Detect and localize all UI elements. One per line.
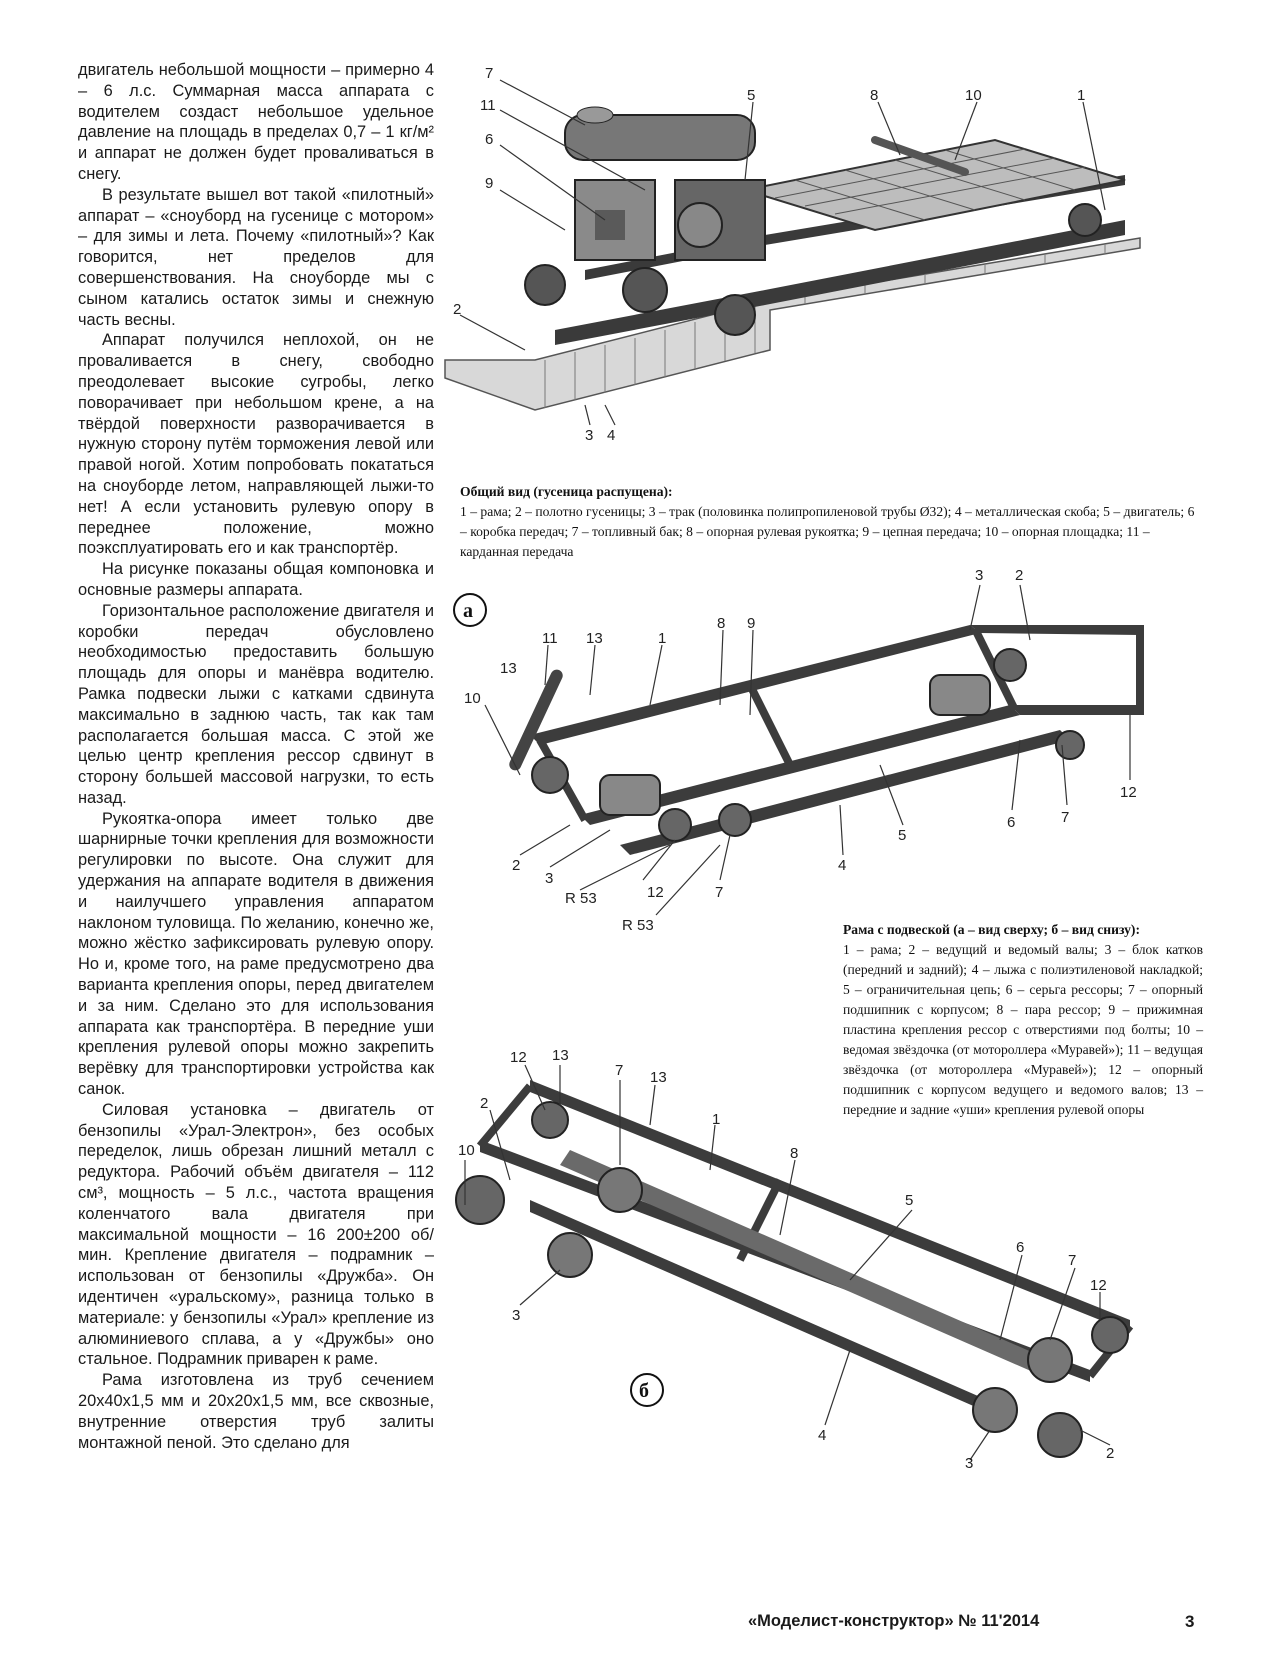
- callout-a-11: 11: [542, 630, 558, 647]
- callout-7: 7: [485, 65, 494, 82]
- callout-a-12b: 12: [647, 884, 664, 901]
- caption-general-view: [460, 482, 1200, 562]
- radius-label: R 53: [565, 890, 597, 907]
- callout-b-3: 3: [512, 1307, 521, 1324]
- callout-b-8: 8: [790, 1145, 799, 1162]
- callout-2: 2: [453, 301, 462, 318]
- journal-footer: «Моделист-конструктор» № 11'2014: [748, 1612, 1040, 1630]
- paragraph: В результате вышел вот такой «пилотный» аппарат – «сноуборд на гусенице с мотором» – для зимы и лета. Почему «пилотный»? Как говорится, нет пределов для совершенствования. На сноуборде мы с сыном катались остаток зимы и снежную часть весны.: [78, 185, 434, 329]
- article-text-column: [78, 60, 434, 1453]
- callout-11: 11: [480, 97, 496, 114]
- callout-4: 4: [607, 427, 616, 444]
- page-number: 3: [1185, 1612, 1195, 1631]
- paragraph: Силовая установка – двигатель от бензопилы «Урал-Электрон», без особых переделок, лишь обрезан лишний металл с редуктора. Рабочий объём двигателя – 112 см³, мощность – 5 л.с., частота вращения коленчатого вала двигателя при максимальной мощности – 16 200±200 об/мин. Крепление двигателя – подрамник – использован от бензопилы «Дружба». Он идентичен «уральскому», разница только в материале: у бензопилы «Урал» крепление из алюминиевого сплава, а у «Дружбы» оно стальное. Подрамник приварен к раме.: [78, 1100, 434, 1369]
- callout-a-2b: 2: [512, 857, 521, 874]
- callout-a-6: 6: [1007, 814, 1016, 831]
- panel-label-b: б: [639, 1380, 649, 1402]
- callout-a-2: 2: [1015, 567, 1024, 584]
- paragraph: двигатель небольшой мощности – примерно 4 – 6 л.с. Суммарная масса аппарата с водителем создаст небольшое удельное давление на площадь в пределах 0,7 – 1 кг/м² и аппарат не должен будет проваливаться в снегу.: [78, 61, 434, 183]
- callout-3: 3: [585, 427, 594, 444]
- callout-b-12: 12: [510, 1049, 527, 1066]
- paragraph: На рисунке показаны общая компоновка и основные размеры аппарата.: [78, 560, 434, 599]
- callout-9: 9: [485, 175, 494, 192]
- callout-b-4: 4: [818, 1427, 827, 1444]
- figure-general-view: [445, 60, 1205, 460]
- callout-a-7b: 7: [715, 884, 724, 901]
- callout-a-7: 7: [1061, 809, 1070, 826]
- callout-a-8: 8: [717, 615, 726, 632]
- callout-a-1: 1: [658, 630, 667, 647]
- caption-title: Общий вид (гусеница распущена):: [460, 484, 673, 499]
- callout-a-13: 13: [586, 630, 603, 647]
- callout-b-1: 1: [712, 1111, 721, 1128]
- callout-b-7: 7: [615, 1062, 624, 1079]
- callout-5: 5: [747, 87, 756, 104]
- callout-8: 8: [870, 87, 879, 104]
- callout-6: 6: [485, 131, 494, 148]
- figure-frame-bottom-view: [450, 1030, 1170, 1470]
- paragraph: Горизонтальное расположение двигателя и коробки передач обусловлено необходимостью предоставить большую площадь для опоры и манёвра водителю. Рамка подвески лыжи с катками сдвинута максимально в заднюю часть, так как там располагается большая масса. С этой же целью центр крепления рессор сдвинут в сторону большей массовой нагрузки, то есть назад.: [78, 601, 434, 807]
- callout-b-3b: 3: [965, 1455, 974, 1472]
- callout-b-5: 5: [905, 1192, 914, 1209]
- callout-a-12: 12: [1120, 784, 1137, 801]
- callout-a-9: 9: [747, 615, 756, 632]
- callout-b-6: 6: [1016, 1239, 1025, 1256]
- paragraph: Аппарат получился неплохой, он не проваливается в снегу, свободно преодолевает высокие сугробы, легко поворачивает при небольшом крене, а на твёрдой поверхности разворачивается в нужную сторону путём торможения левой или правой ногой. Хотим попробовать покататься на сноуборде летом, направляющей лыжи-то нет! А если установить рулевую опору в переднее положение, можно поэксплуатировать его и как транспортёр.: [78, 331, 434, 558]
- callout-1: 1: [1077, 87, 1086, 104]
- callout-b-2: 2: [480, 1095, 489, 1112]
- caption-title: Рама с подвеской (а – вид сверху; б – вид снизу):: [843, 922, 1140, 937]
- callout-b-7b: 7: [1068, 1252, 1077, 1269]
- panel-label-a: а: [463, 600, 473, 622]
- paragraph: Рама изготовлена из труб сечением 20х40х1,5 мм и 20х20х1,5 мм, все сквозные, внутренние отверстия труб залиты монтажной пеной. Это сделано для: [78, 1371, 434, 1452]
- callout-a-13b: 13: [500, 660, 517, 677]
- callout-a-4: 4: [838, 857, 847, 874]
- callout-b-2b: 2: [1106, 1445, 1115, 1462]
- callout-b-10: 10: [458, 1142, 475, 1159]
- radius-label: R 53: [622, 917, 654, 934]
- callout-a-10: 10: [464, 690, 481, 707]
- caption-text: 1 – рама; 2 – ведущий и ведомый валы; 3 – блок катков (передний и задний); 4 – лыжа с полиэтиленовой накладкой; 5 – ограничительная цепь; 6 – серьга рессоры; 7 – опорный подшипник с корпусом; 8 – пара рессор; 9 – прижимная пластина крепления рессор с отверстиями под болты; 10 – ведомая звёздочка (от мотороллера «Муравей»); 11 – ведущая звёздочка (от мотороллера «Муравей»); 12 – опорный подшипник с корпусом ведущего и ведомого валов; 13 – передние и задние «уши» крепления рулевой опоры: [843, 942, 1203, 1117]
- callout-b-13b: 13: [650, 1069, 667, 1086]
- callout-a-3: 3: [975, 567, 984, 584]
- callout-10: 10: [965, 87, 982, 104]
- callout-b-12b: 12: [1090, 1277, 1107, 1294]
- caption-text: 1 – рама; 2 – полотно гусеницы; 3 – трак (половинка полипропиленовой трубы Ø32); 4 – металлическая скоба; 5 – двигатель; 6 – коробка передач; 7 – топливный бак; 8 – опорная рулевая рукоятка; 9 – цепная передача; 10 – опорная площадка; 11 – карданная передача: [460, 504, 1195, 559]
- callout-a-5: 5: [898, 827, 907, 844]
- paragraph: Рукоятка-опора имеет только две шарнирные точки крепления для возможности регулировки по высоте. Она служит для удержания на аппарате водителя в движения и наилучшего управления аппаратом наклоном туловища. По желанию, конечно же, можно жёстко зафиксировать рулевую опору. Но и, кроме того, на раме предусмотрено два варианта крепления опоры, перед двигателем и за ним. Сделано это для использования аппарата как транспортёра. В передние уши крепления рулевой опоры можно закрепить верёвку для транспортировки устройства как санок.: [78, 809, 434, 1099]
- callout-b-13: 13: [552, 1047, 569, 1064]
- callout-a-3b: 3: [545, 870, 554, 887]
